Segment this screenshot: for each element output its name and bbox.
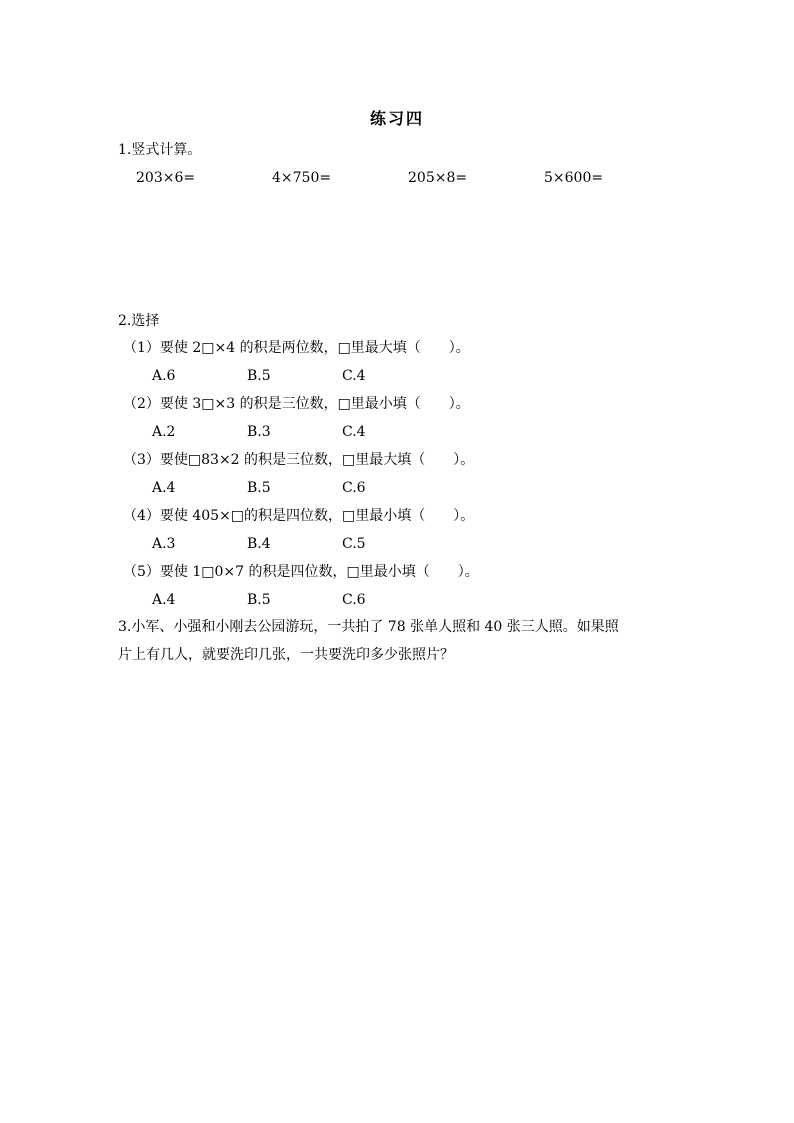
question-5-option-a: A.4 bbox=[152, 592, 176, 608]
calc-problem-4: 5×600= bbox=[544, 170, 604, 186]
section1-heading: 1.竖式计算。 bbox=[118, 142, 202, 158]
question-1-option-b: B.5 bbox=[247, 368, 271, 384]
question-3-option-c: C.6 bbox=[342, 480, 366, 496]
question-5-option-b: B.5 bbox=[247, 592, 271, 608]
page-title: 练习四 bbox=[369, 109, 424, 128]
question-3-option-b: B.5 bbox=[247, 480, 271, 496]
question-2-text: （2）要使 3□×3 的积是三位数，□里最小填（ ）。 bbox=[123, 396, 470, 412]
question-2-option-c: C.4 bbox=[342, 424, 366, 440]
section3-line-1: 3.小军、小强和小刚去公园游玩，一共拍了 78 张单人照和 40 张三人照。如果照 bbox=[118, 619, 619, 635]
section2-heading: 2.选择 bbox=[118, 313, 160, 329]
section3-line-2: 片上有几人，就要洗印几张，一共要洗印多少张照片？ bbox=[118, 647, 454, 663]
calc-problem-2: 4×750= bbox=[272, 170, 332, 186]
question-5-option-c: C.6 bbox=[342, 592, 366, 608]
calc-problem-3: 205×8= bbox=[408, 170, 468, 186]
question-4-option-a: A.3 bbox=[152, 536, 176, 552]
question-4-option-c: C.5 bbox=[342, 536, 366, 552]
question-4-option-b: B.4 bbox=[247, 536, 271, 552]
question-2-option-a: A.2 bbox=[152, 424, 176, 440]
question-1-option-a: A.6 bbox=[152, 368, 176, 384]
calc-problem-1: 203×6= bbox=[136, 170, 196, 186]
question-1-option-c: C.4 bbox=[342, 368, 366, 384]
question-5-text: （5）要使 1□0×7 的积是四位数，□里最小填（ ）。 bbox=[123, 564, 479, 580]
question-3-text: （3）要使□83×2 的积是三位数，□里最大填（ ）。 bbox=[123, 452, 475, 468]
question-4-text: （4）要使 405×□的积是四位数，□里最小填（ ）。 bbox=[123, 508, 475, 524]
question-3-option-a: A.4 bbox=[152, 480, 176, 496]
question-1-text: （1）要使 2□×4 的积是两位数，□里最大填（ ）。 bbox=[123, 340, 470, 356]
question-2-option-b: B.3 bbox=[247, 424, 271, 440]
